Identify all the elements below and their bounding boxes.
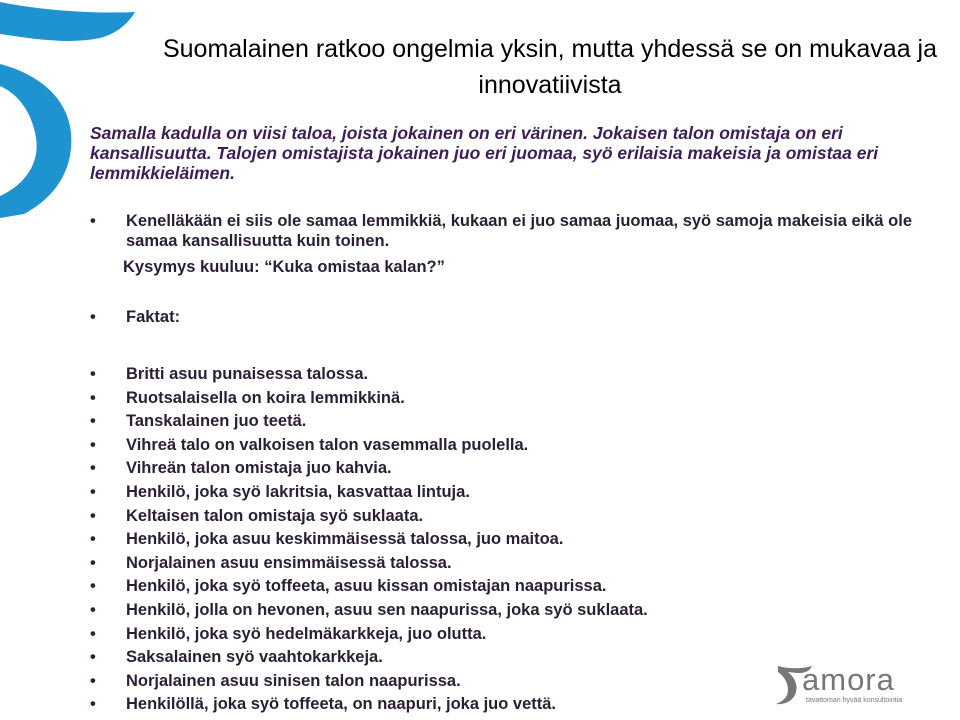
tamora-logo [772,660,912,708]
brand-swoosh-icon [0,0,150,220]
facts-heading: Faktat: [126,308,181,326]
bullet-icon: • [90,577,96,596]
fact-text: Henkilö, joka syö toffeeta, asuu kissan omistajan naapurissa. [126,577,607,596]
fact-text: Tanskalainen juo teetä. [126,412,307,431]
bullet-icon: • [90,624,96,643]
fact-item [90,387,930,411]
fact-item [90,623,930,647]
bullet-icon: • [90,212,96,230]
bullet-icon: • [90,671,96,690]
fact-item [90,552,930,576]
rule-item [90,211,930,251]
fact-text: Henkilö, jolla on hevonen, asuu sen naapurissa, joka syö suklaata. [126,600,648,619]
bullet-icon: • [90,308,96,326]
fact-text: Henkilö, joka syö hedelmäkarkkeja, juo olutta. [126,624,487,643]
bullet-icon: • [90,388,96,407]
fact-item [90,481,930,505]
fact-item [90,505,930,529]
slide-content [90,211,930,717]
fact-item [90,457,930,481]
fact-item [90,528,930,552]
bullet-icon: • [90,365,96,383]
fact-text: Henkilö, joka asuu keskimmäisessä talossa, juo maitoa. [126,530,564,549]
bullet-icon: • [90,530,96,549]
bullet-icon: • [90,435,96,454]
bullet-icon: • [90,412,96,431]
bullet-icon: • [90,459,96,478]
fact-text: Keltaisen talon omistaja syö suklaata. [126,506,424,525]
fact-text: Henkilöllä, joka syö toffeeta, on naapuri, joka juo vettä. [126,695,557,714]
slide-title: Suomalainen ratkoo ongelmia yksin, mutta yhdessä se on mukavaa ja innovatiivista [162,34,938,99]
rule-text: Kenelläkään ei siis ole samaa lemmikkiä, kukaan ei juo samaa juomaa, syö samoja makeisia eikä ole samaa kansallisuutta kuin toinen. [126,212,913,250]
bullet-icon: • [90,648,96,667]
intro-paragraph: Samalla kadulla on viisi taloa, joista jokainen on eri värinen. Jokaisen talon omistaja on eri kansallisuutta. Talojen omistajista jokainen juo eri juomaa, syö erilaisia makeisia ja omistaa eri lemmikkieläimen. [90,123,879,183]
logo-wordmark: amora [802,662,895,697]
fact-text: Vihreän talon omistaja juo kahvia. [126,459,392,478]
question-text: Kysymys kuuluu: “Kuka omistaa kalan?” [123,258,445,276]
fact-item [90,599,930,623]
fact-text: Vihreä talo on valkoisen talon vasemmalla puolella. [126,435,529,454]
spacer [90,277,930,307]
bullet-icon: • [90,506,96,525]
bullet-icon: • [90,695,96,714]
facts-heading-item [90,307,930,327]
fact-text: Norjalainen asuu sinisen talon naapurissa. [126,671,461,690]
bullet-icon: • [90,553,96,572]
fact-item [90,434,930,458]
fact-text: Britti asuu punaisessa talossa. [126,365,369,383]
spacer [90,327,930,363]
fact-item [90,363,930,387]
fact-text: Norjalainen asuu ensimmäisessä talossa. [126,553,452,572]
fact-item [90,410,930,434]
bullet-icon: • [90,482,96,501]
logo-tagline: tavattoman hyvää konsultointia [806,697,903,704]
fact-item [90,575,930,599]
fact-text: Ruotsalaisella on koira lemmikkinä. [126,388,405,407]
bullet-icon: • [90,600,96,619]
fact-text: Henkilö, joka syö lakritsia, kasvattaa lintuja. [126,482,470,501]
fact-text: Saksalainen syö vaahtokarkkeja. [126,648,383,667]
